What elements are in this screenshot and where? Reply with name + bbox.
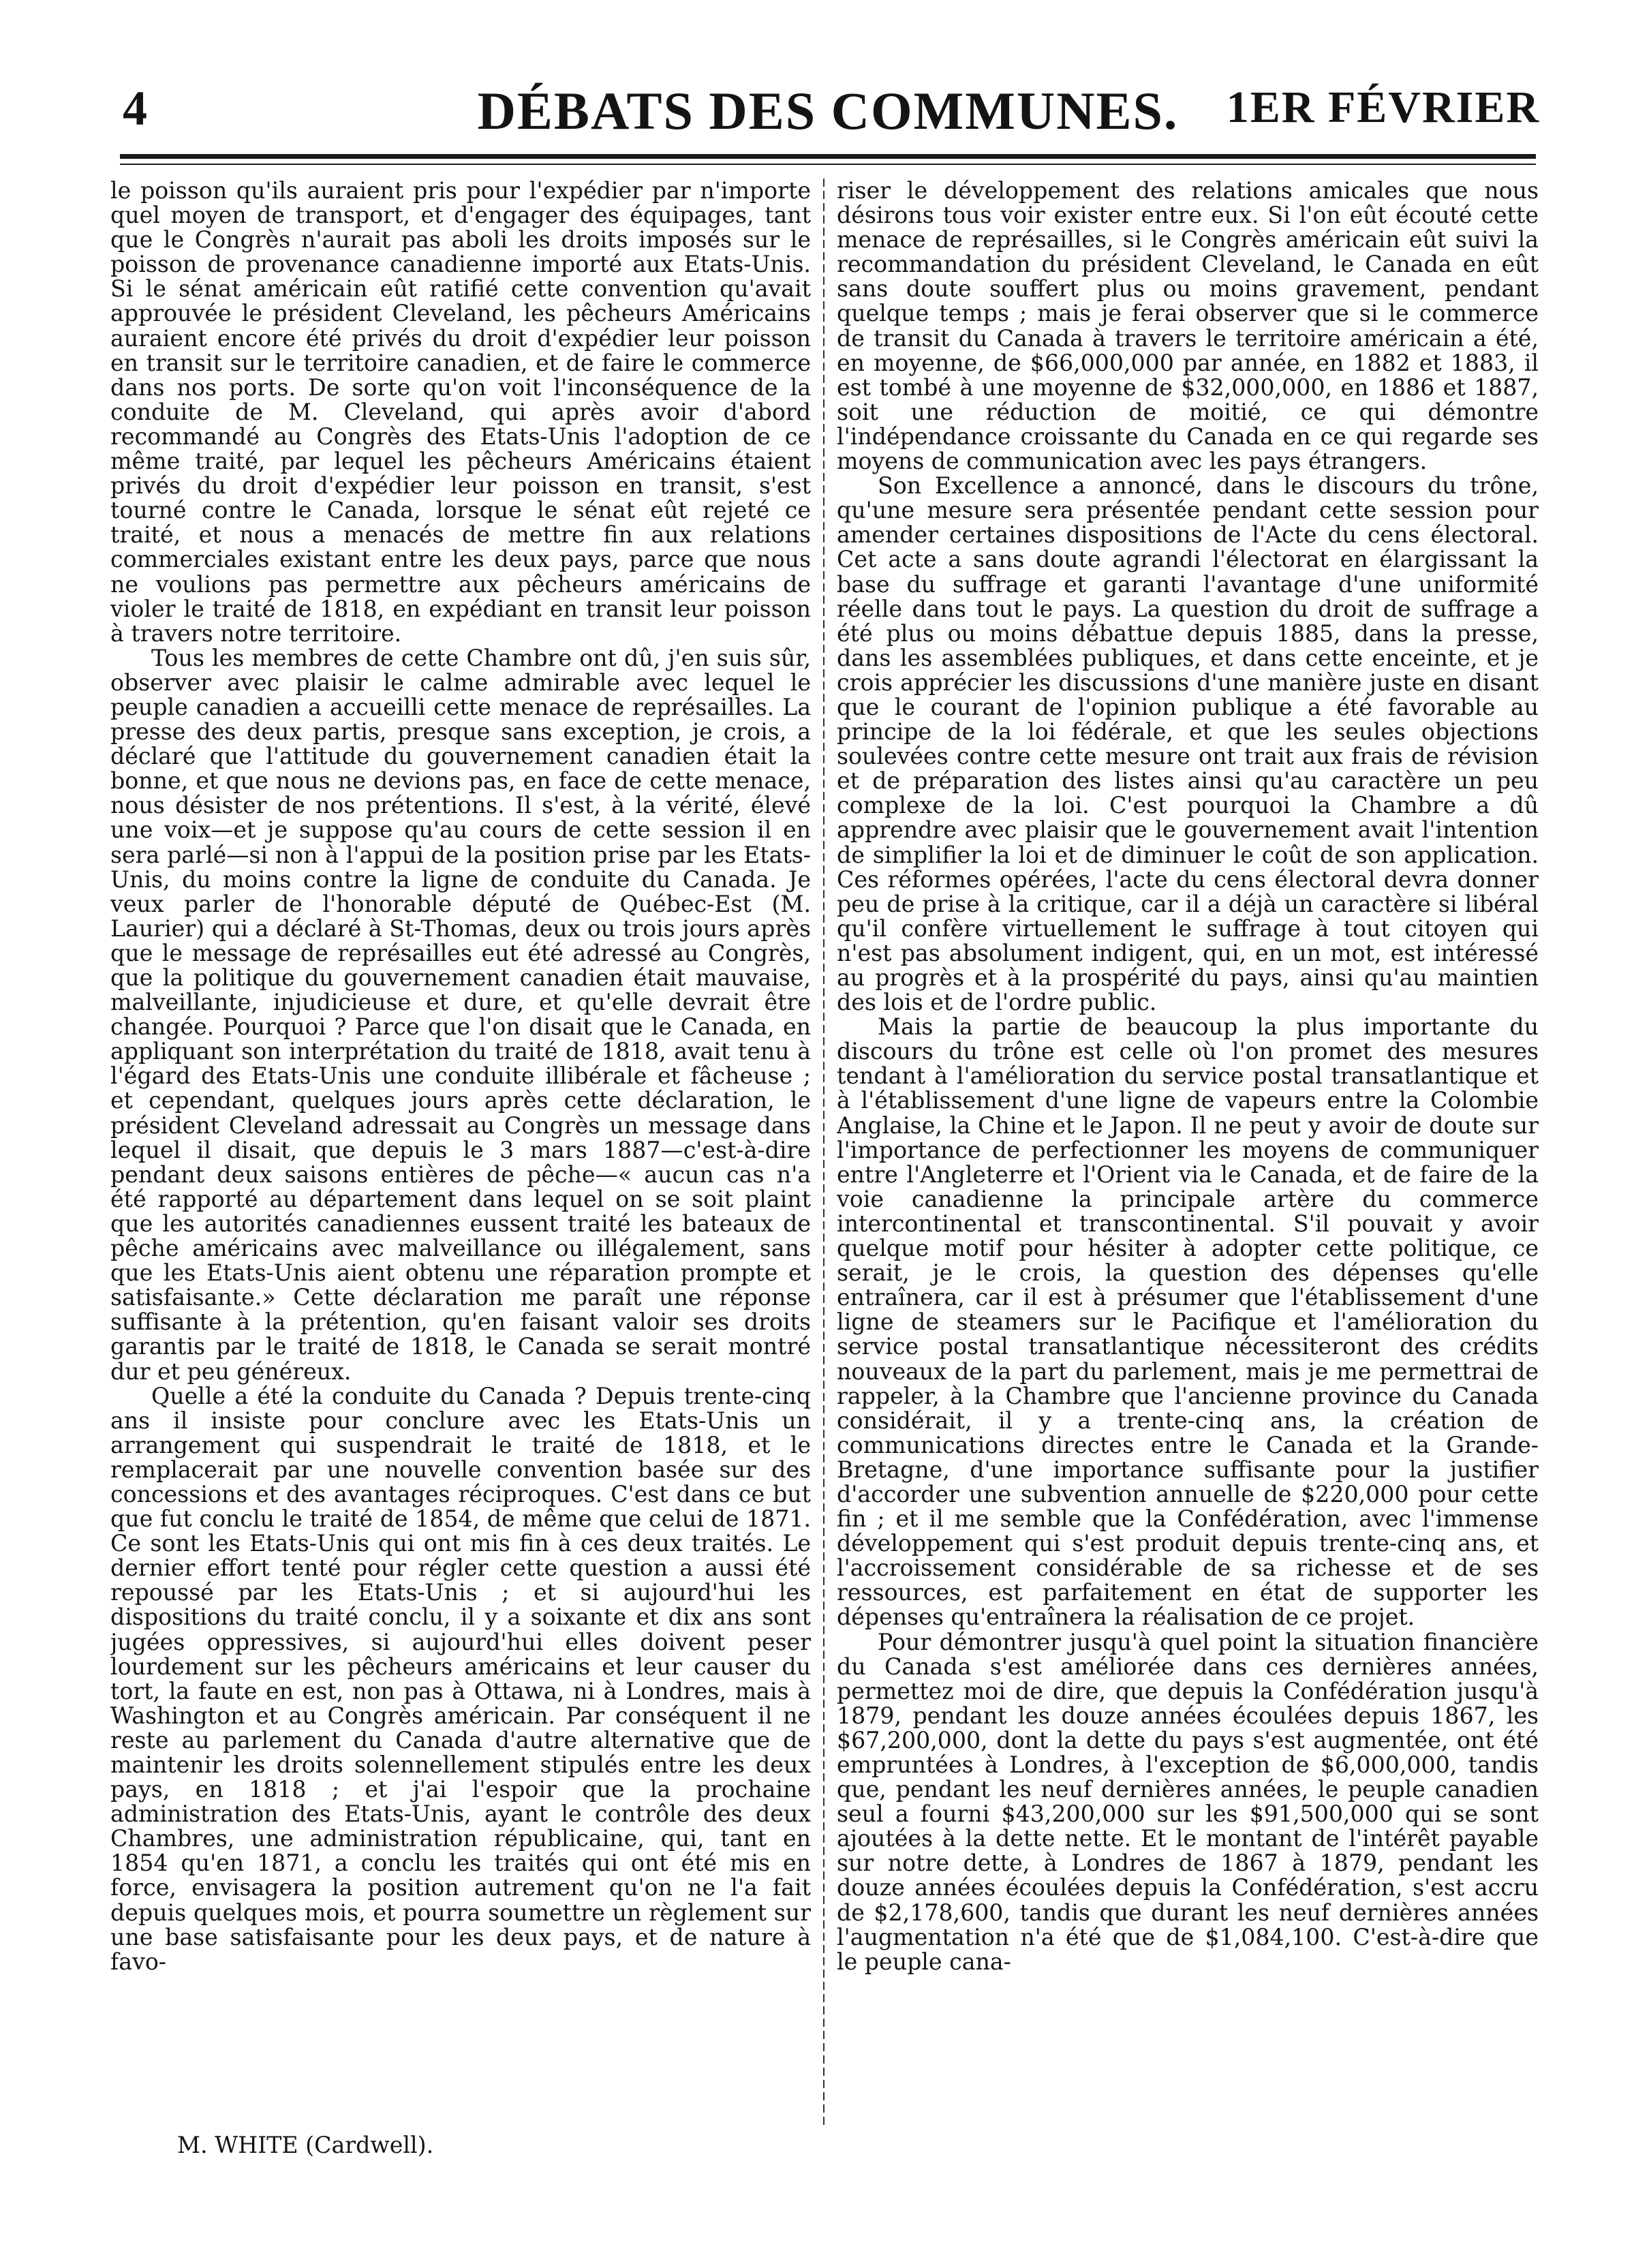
right-paragraph-1: riser le développement des relations amicales que nous désirons tous voir exister entre eux. Si l'on eût écouté cette menace de représailles, si le Congrès américain eût suivi la recommandation du président Cleveland, le Canada en eût sans doute souffert plus ou moins gravement, pendant quelque temps ; mais je ferai observer que si le commerce de transit du Canada à travers le territoire américain a été, en moyenne, de $66,000,000 par année, en 1882 et 1883, il est tombé à une moyenne de $32,000,000, en 1886 et 1887, soit une réduction de moitié, ce qui démontre l'indépendance croissante du Canada en ce qui regarde ses moyens de communication avec les pays étrangers. xyxy=(837,179,1539,475)
speaker-footer: M. WHITE (Cardwell). xyxy=(177,2132,434,2158)
left-paragraph-2: Tous les membres de cette Chambre ont dû, j'en suis sûr, observer avec plaisir le calme admirable avec lequel le peuple canadien a accueilli cette menace de représailles. La presse des deux partis, presque sans exception, je crois, a déclaré que l'attitude du gouvernement canadien était la bonne, et que nous ne devions pas, en face de cette menace, nous désister de nos prétentions. Il s'est, à la vérité, élevé une voix—et je suppose qu'au cours de cette session il en sera parlé—si non à l'appui de la position prise par les Etats-Unis, du moins contre la ligne de conduite du Canada. Je veux parler de l'honorable député de Québec-Est (M. Laurier) qui a déclaré à St-Thomas, deux ou trois jours après que le message de représailles eut été adressé au Congrès, que la politique du gouvernement canadien était mauvaise, malveillante, injudicieuse et dure, et qu'elle devrait être changée. Pourquoi ? Parce que l'on disait que le Canada, en appliquant son interprétation du traité de 1818, avait tenu à l'égard des Etats-Unis une conduite illibérale et fâcheuse ; et cependant, quelques jours après cette déclaration, le président Cleveland adressait au Congrès un message dans lequel il disait, que depuis le 3 mars 1887—c'est-à-dire pendant deux saisons entières de pêche—« aucun cas n'a été rapporté au département dans lequel on se soit plaint que les autorités canadiennes eussent traité les bateaux de pêche américains avec malveillance ou illégalement, sans que les Etats-Unis aient obtenu une réparation prompte et satisfaisante.» Cette déclaration me paraît une réponse suffisante à la prétention, qu'en faisant valoir ses droits garantis par le traité de 1818, le Canada se serait montré dur et peu généreux. xyxy=(110,644,811,1385)
left-paragraph-3: Quelle a été la conduite du Canada ? Depuis trente-cinq ans il insiste pour conclure avec les Etats-Unis un arrangement qui suspendrait le traité de 1818, et le remplacerait par une nouvelle convention basée sur des concessions et des avantages réciproques. C'est dans ce but que fut conclu le traité de 1854, de même que celui de 1871. Ce sont les Etats-Unis qui ont mis fin à ces deux traités. Le dernier effort tenté pour régler cette question a aussi été repoussé par les Etats-Unis ; et si aujourd'hui les dispositions du traité conclu, il y a soixante et dix ans sont jugées oppressives, si aujourd'hui elles doivent peser lourdement sur les pêcheurs américains et leur causer du tort, la faute en est, non pas à Ottawa, ni à Londres, mais à Washington et au Congrès américain. Par conséquent il ne reste au parlement du Canada d'autre alternative que de maintenir les droits solennellement stipulés entre les deux pays, en 1818 ; et j'ai l'espoir que la prochaine administration des Etats-Unis, ayant le contrôle des deux Chambres, une administration républicaine, qui, tant en 1854 qu'en 1871, a conclu les traités qui ont été mis en force, envisagera la position autrement qu'on ne l'a fait depuis quelques mois, et pourra soumettre un règlement sur une base satisfaisante pour les deux pays, et de nature à favo- xyxy=(110,1382,811,1975)
right-paragraph-4: Pour démontrer jusqu'à quel point la situation financière du Canada s'est améliorée dans ces dernières années, permettez moi de dire, que depuis la Confédération jusqu'à 1879, pendant les douze années écoulées depuis 1867, les $67,200,000, dont la dette du pays s'est augmentée, ont été empruntées à Londres, à l'exception de $6,000,000, tandis que, pendant les neuf dernières années, le peuple canadien seul a fourni $43,200,000 sur les $91,500,000 qui se sont ajoutées à la dette nette. Et le montant de l'intérêt payable sur notre dette, à Londres de 1867 à 1879, pendant les douze années écoulées depuis la Confédération, s'est accru de $2,178,600, tandis que durant les neuf dernières années l'augmentation n'a été que de $1,084,100. C'est-à-dire que le peuple cana- xyxy=(837,1628,1539,1975)
running-title: DÉBATS DES COMMUNES. xyxy=(477,81,1179,140)
left-column xyxy=(110,179,811,2155)
page-header xyxy=(102,80,1554,149)
right-paragraph-2: Son Excellence a annoncé, dans le discours du trône, qu'une mesure sera présentée pendant cette session pour amender certaines dispositions de l'Acte du cens électoral. Cet acte a sans doute agrandi l'électorat en élargissant la base du suffrage et garanti l'avantage d'une uniformité réelle dans tout le pays. La question du droit de suffrage a été plus ou moins débattue depuis 1885, dans la presse, dans les assemblées publiques, et dans cette enceinte, et je crois apprécier les discussions d'une manière juste en disant que le courant de l'opinion publique a été favorable au principe de la loi fédérale, et que les seules objections soulevées contre cette mesure ont trait aux frais de révision et de préparation des listes ainsi qu'au caractère un peu complexe de la loi. C'est pourquoi la Chambre a dû apprendre avec plaisir que le gouvernement avait l'intention de simplifier la loi et de diminuer le coût de son application. Ces réformes opérées, l'acte du cens électoral devra donner peu de prise à la critique, car il a déjà un caractère si libéral qu'il confère virtuellement le suffrage à tout citoyen qui n'est pas absolument indigent, qui, en un mot, est intéressé au progrès et à la prospérité du pays, ainsi qu'au maintien des lois et de l'ordre public. xyxy=(837,472,1539,1016)
header-rule-thin xyxy=(120,164,1536,165)
header-rule-thick xyxy=(120,154,1536,159)
right-column xyxy=(837,179,1539,2155)
page-number: 4 xyxy=(123,81,147,136)
column-divider xyxy=(823,179,824,2128)
header-date: 1ER FÉVRIER xyxy=(1226,82,1540,132)
left-paragraph-1: le poisson qu'ils auraient pris pour l'expédier par n'importe quel moyen de transport, et d'engager des équipages, tant que le Congrès n'aurait pas aboli les droits imposés sur le poisson de provenance canadienne importé aux Etats-Unis. Si le sénat américain eût ratifié cette convention qu'avait approuvée le président Cleveland, les pêcheurs Américains auraient encore été privés du droit d'expédier leur poisson en transit sur le territoire canadien, et de faire le commerce dans nos ports. De sorte qu'on voit l'inconséquence de la conduite de M. Cleveland, qui après avoir d'abord recommandé au Congrès des Etats-Unis l'adoption de ce même traité, par lequel les pêcheurs Américains étaient privés du droit d'expédier leur poisson en transit, s'est tourné contre le Canada, lorsque le sénat eût rejeté ce traité, et nous a menacés de mettre fin aux relations commerciales existant entre les deux pays, parce que nous ne voulions pas permettre aux pêcheurs américains de violer le traité de 1818, en expédiant en transit leur poisson à travers notre territoire. xyxy=(110,179,811,647)
right-paragraph-3: Mais la partie de beaucoup la plus importante du discours du trône est celle où l'on promet des mesures tendant à l'amélioration du service postal transatlantique et à l'établissement d'une ligne de vapeurs entre la Colombie Anglaise, la Chine et le Japon. Il ne peut y avoir de doute sur l'importance de perfectionner les moyens de communiquer entre l'Angleterre et l'Orient via le Canada, et de faire de la voie canadienne la principale artère du commerce intercontinental et transcontinental. S'il pouvait y avoir quelque motif pour hésiter à adopter cette politique, ce serait, je le crois, la question des dépenses qu'elle entraînera, car il est à présumer que l'établissement d'une ligne de steamers sur le Pacifique et l'amélioration du service postal transatlantique nécessiteront des crédits nouveaux de la part du parlement, mais je me permettrai de rappeler, à la Chambre que l'ancienne province du Canada considérait, il y a trente-cinq ans, la création de communications directes entre le Canada et la Grande-Bretagne, d'une importance suffisante pour la justifier d'accorder une subvention annuelle de $220,000 pour cette fin ; et il me semble que la Confédération, avec l'immense développement qui s'est produit depuis trente-cinq ans, et l'accroissement considérable de sa richesse et de ses ressources, est parfaitement en état de supporter les dépenses qu'entraînera la réalisation de ce projet. xyxy=(837,1013,1539,1631)
